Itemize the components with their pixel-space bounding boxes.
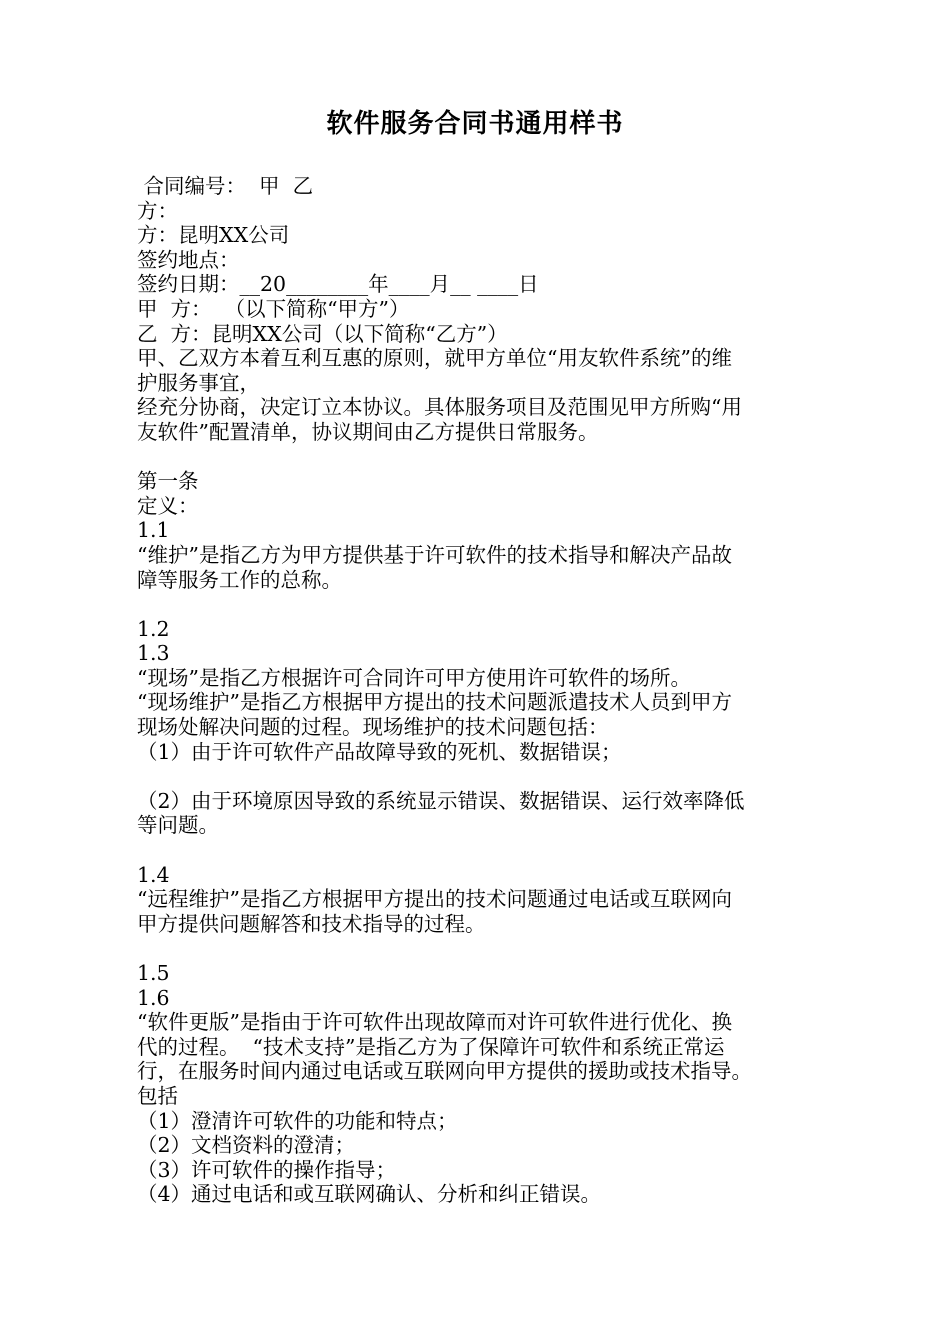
document-line: 1.2 [137,616,170,641]
document-title: 软件服务合同书通用样书 [326,109,624,139]
blank-line [137,936,817,961]
document-line: “软件更版”是指由于许可软件出现故障而对许可软件进行优化、换 [137,1010,732,1035]
document-line: “现场”是指乙方根据许可合同许可甲方使用许可软件的场所。 [137,665,691,690]
document-line: “维护”是指乙方为甲方提供基于许可软件的技术指导和解决产品故 [137,542,732,567]
document-line: 包括 [137,1083,178,1108]
document-line: （1）澄清许可软件的功能和特点； [137,1108,458,1133]
document-line: 甲、乙双方本着互利互惠的原则，就甲方单位“用友软件系统”的维 [137,346,732,371]
document-line: （3）许可软件的操作指导； [137,1157,397,1182]
document-line: “远程维护”是指乙方根据甲方提出的技术问题通过电话或互联网向 [137,887,732,912]
document-line: 签约日期：__20________年____月__ ____日 [137,272,539,297]
document-line: 1.6 [137,985,170,1010]
document-line: 乙 方：昆明XX公司（以下简称“乙方”） [137,321,508,346]
document-line: 1.4 [137,862,170,887]
document-line: 方：昆明XX公司 [137,223,290,248]
document-body [137,174,817,1207]
document-line: 行，在服务时间内通过电话或互联网向甲方提供的援助或技术指导。 [137,1059,752,1084]
blank-line [137,764,817,789]
document-line: 定义： [137,493,199,518]
document-line: （4）通过电话和或互联网确认、分析和纠正错误。 [137,1182,602,1207]
document-line: 合同编号： 甲 乙 [137,174,314,198]
document-line: 甲 方： （以下简称“甲方”） [137,296,410,321]
document-line: 1.1 [137,518,170,543]
document-line: 友软件”配置清单，协议期间由乙方提供日常服务。 [137,419,599,444]
document-line: （2）由于环境原因导致的系统显示错误、数据错误、运行效率降低 [137,788,745,813]
document-line: 1.3 [137,641,170,666]
document-line: 1.5 [137,961,170,985]
document-line: 第一条 [137,469,199,494]
document-line: 签约地点： [137,247,240,272]
document-line: 代的过程。 “技术支持”是指乙方为了保障许可软件和系统正常运 [137,1034,725,1059]
document-line: （1）由于许可软件产品故障导致的死机、数据错误； [137,739,622,764]
document-line: “现场维护”是指乙方根据甲方提出的技术问题派遣技术人员到甲方 [137,690,732,715]
document-line: 甲方提供问题解答和技术指导的过程。 [137,911,486,936]
blank-line [137,838,817,863]
blank-line [137,592,817,617]
document-line: 护服务事宜， [137,370,260,395]
blank-line [137,445,817,470]
document-line: （2）文档资料的澄清； [137,1133,356,1158]
document-line: 现场处解决问题的过程。现场维护的技术问题包括： [137,715,609,740]
document-line: 方： [137,198,178,223]
document-line: 等问题。 [137,813,219,838]
document-line: 障等服务工作的总称。 [137,567,342,592]
document-line: 经充分协商，决定订立本协议。具体服务项目及范围见甲方所购“用 [137,395,742,420]
